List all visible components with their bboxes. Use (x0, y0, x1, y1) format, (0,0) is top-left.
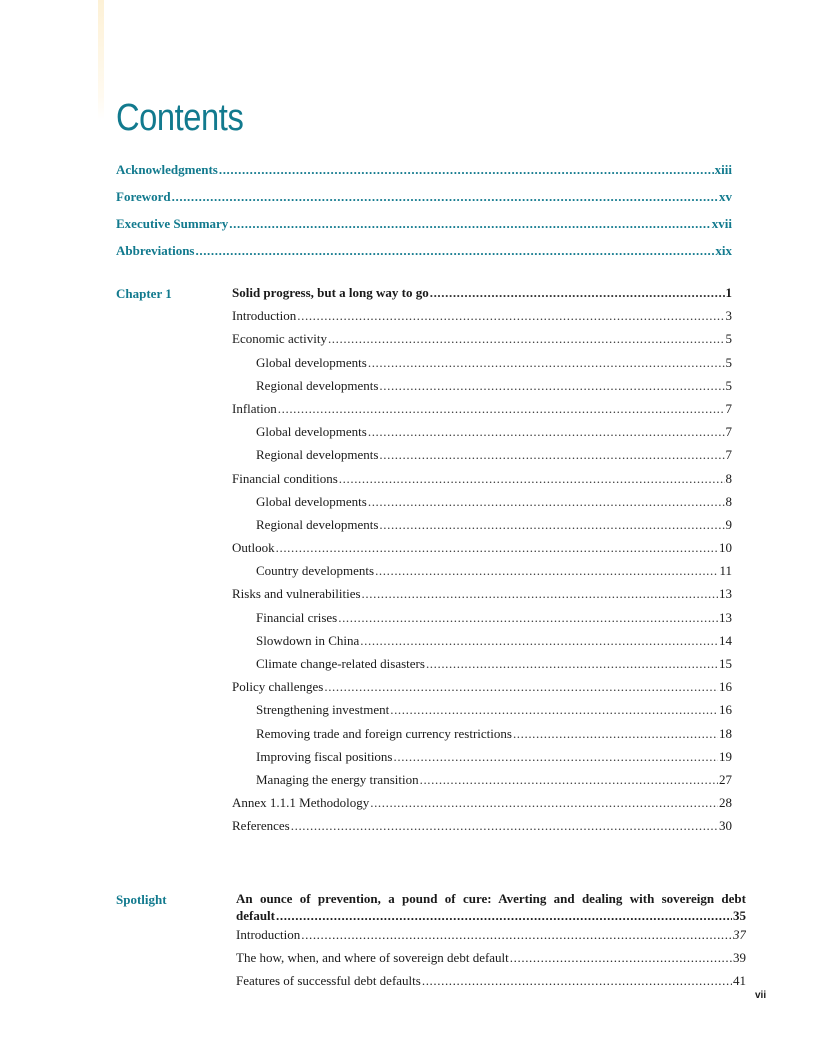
toc-entry-foreword[interactable]: Foreword ..... xv (116, 189, 732, 216)
spotlight-label: Spotlight (116, 892, 167, 907)
toc-entry-executive-summary[interactable]: Executive Summary ..... xvii (116, 216, 732, 243)
toc-entry-acknowledgments[interactable]: Acknowledgments ..... xiii (116, 162, 732, 189)
toc-entry[interactable]: Solid progress, but a long way to go ..... 1 (232, 285, 732, 308)
toc-subentry[interactable]: Global developments ..... 5 (232, 355, 732, 378)
front-matter-list (116, 162, 732, 270)
page-number: vii (755, 990, 767, 1001)
toc-subentry[interactable]: Regional developments ..... 5 (232, 378, 732, 401)
toc-subentry[interactable]: Global developments ..... 7 (232, 424, 732, 447)
toc-entry[interactable]: Inflation ..... 7 (232, 401, 732, 424)
toc-entry[interactable]: Economic activity ..... 5 (232, 331, 732, 354)
toc-subentry[interactable]: Removing trade and foreign currency restrictions ..... 18 (232, 726, 732, 749)
toc-subentry[interactable]: Improving fiscal positions ..... 19 (232, 749, 732, 772)
toc-entry[interactable]: Financial conditions ..... 8 (232, 471, 732, 494)
toc-subentry[interactable]: Regional developments ..... 9 (232, 517, 732, 540)
toc-entry[interactable]: Annex 1.1.1 Methodology ..... 28 (232, 795, 732, 818)
chapter-1-label: Chapter 1 (116, 286, 172, 301)
page-edge-accent (98, 0, 104, 120)
toc-entry[interactable]: References ..... 30 (232, 818, 732, 841)
toc-entry[interactable]: Features of successful debt defaults ..... 41 (236, 973, 746, 996)
toc-entry[interactable]: The how, when, and where of sovereign debt default ..... 39 (236, 950, 746, 973)
toc-subentry[interactable]: Global developments ..... 8 (232, 494, 732, 517)
toc-entry[interactable]: Introduction ..... 3 (232, 308, 732, 331)
toc-subentry[interactable]: Regional developments ..... 7 (232, 447, 732, 470)
toc-subentry[interactable]: Managing the energy transition ..... 27 (232, 772, 732, 795)
toc-subentry[interactable]: Slowdown in China ..... 14 (232, 633, 732, 656)
toc-subentry[interactable]: Country developments ..... 11 (232, 563, 732, 586)
spotlight-entries (236, 890, 746, 997)
toc-entry-abbreviations[interactable]: Abbreviations ..... xix (116, 243, 732, 270)
toc-subentry[interactable]: Financial crises ..... 13 (232, 610, 732, 633)
spotlight-title-line[interactable]: An ounce of prevention, a pound of cure: Averting and dealing with sovereign debt (236, 891, 746, 906)
toc-entry[interactable]: Outlook ..... 10 (232, 540, 732, 563)
toc-entry-spotlight-title[interactable]: default ..... 35 (236, 908, 746, 927)
toc-subentry[interactable]: Climate change-related disasters ..... 15 (232, 656, 732, 679)
toc-entry[interactable]: Introduction ..... 37 (236, 927, 746, 950)
toc-subentry[interactable]: Strengthening investment ..... 16 (232, 702, 732, 725)
chapter-1-entries (232, 285, 732, 842)
toc-entry[interactable]: Policy challenges ..... 16 (232, 679, 732, 702)
toc-entry[interactable]: Risks and vulnerabilities ..... 13 (232, 586, 732, 609)
page-title: Contents (116, 97, 244, 139)
